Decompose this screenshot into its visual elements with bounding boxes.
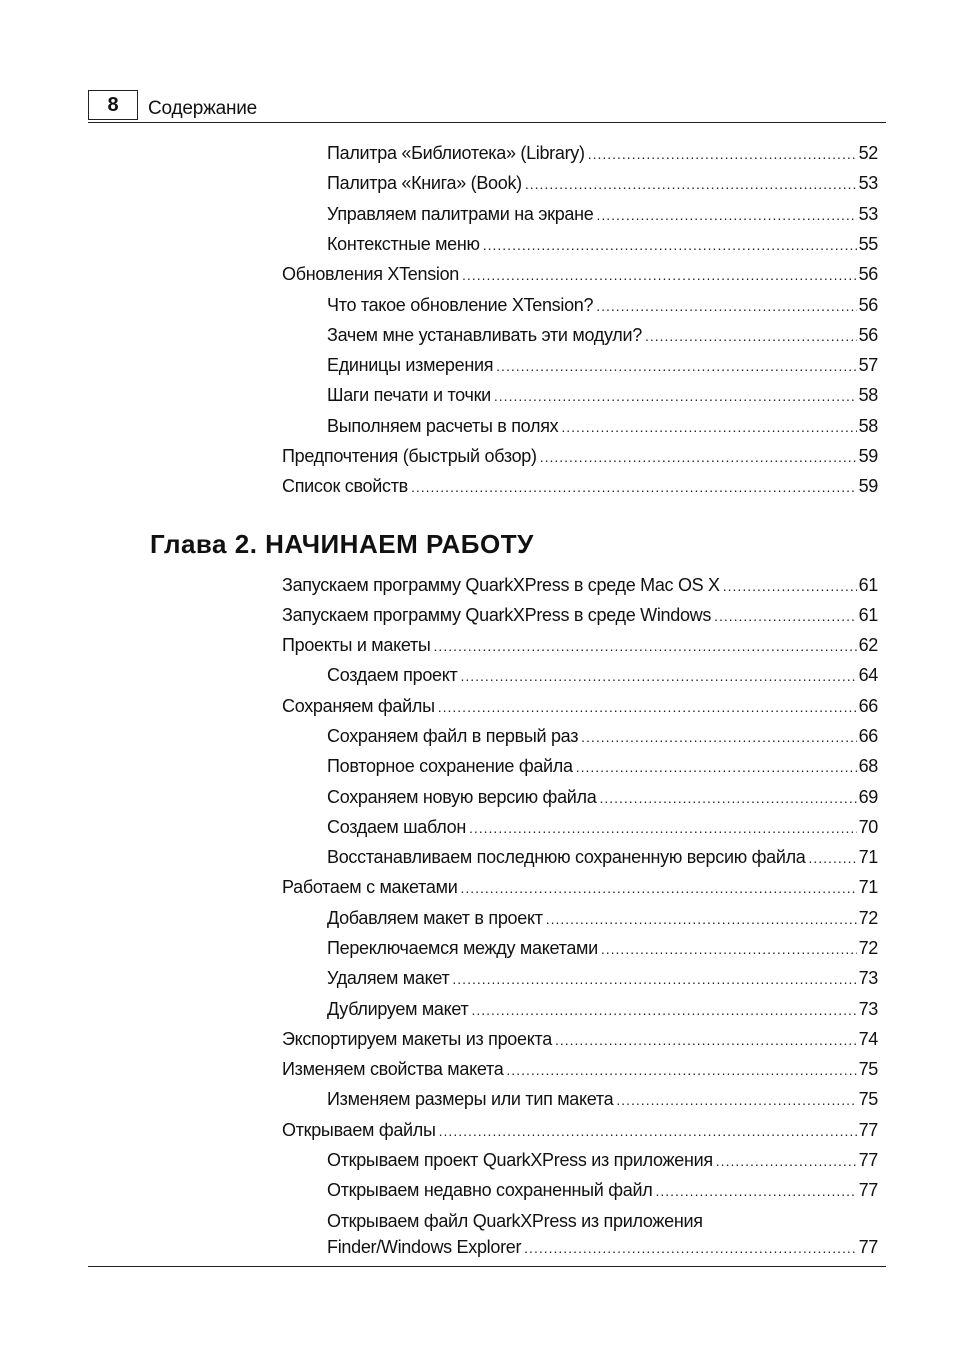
toc-entry[interactable] xyxy=(282,1059,878,1083)
leader-dots xyxy=(411,479,857,495)
toc-entry-title: Открываем файлы xyxy=(282,1120,436,1140)
leader-dots xyxy=(452,971,856,987)
toc-entry[interactable] xyxy=(327,234,878,258)
page-header xyxy=(88,90,886,123)
toc-entry-page: 53 xyxy=(858,204,878,224)
toc-entry[interactable] xyxy=(327,999,878,1023)
toc-entry-title: Сохраняем файлы xyxy=(282,696,435,716)
leader-dots xyxy=(645,328,857,344)
leader-dots xyxy=(506,1062,856,1078)
toc-entry[interactable] xyxy=(282,696,878,720)
toc-entry[interactable] xyxy=(327,295,878,319)
leader-dots xyxy=(588,146,857,162)
toc-entry[interactable] xyxy=(327,665,878,689)
toc-entry-page: 71 xyxy=(858,877,878,897)
leader-dots xyxy=(460,668,856,684)
leader-dots xyxy=(809,850,857,866)
toc-entry-title-cont: Finder/Windows Explorer xyxy=(327,1237,522,1257)
toc-entry-page: 66 xyxy=(858,726,878,746)
toc-entry[interactable] xyxy=(327,938,878,962)
toc-entry[interactable] xyxy=(282,877,878,901)
toc-entry[interactable] xyxy=(282,264,878,288)
toc-entry-page: 56 xyxy=(858,264,878,284)
leader-dots xyxy=(524,1240,856,1256)
leader-dots xyxy=(716,1153,857,1169)
toc-entry-title: Восстанавливаем последнюю сохраненную версию файла xyxy=(327,847,806,867)
leader-dots xyxy=(471,1002,856,1018)
toc-entry-page: 72 xyxy=(858,938,878,958)
toc-entry[interactable] xyxy=(327,726,878,750)
toc-entry-title: Открываем файл QuarkXPress из приложения xyxy=(327,1211,703,1231)
leader-dots xyxy=(434,638,857,654)
toc-entry-page: 61 xyxy=(858,605,878,625)
leader-dots xyxy=(596,207,856,223)
toc-entry-title: Запускаем программу QuarkXPress в среде Mac OS X xyxy=(282,575,720,595)
toc-entry[interactable] xyxy=(327,1180,878,1204)
toc-entry-title: Повторное сохранение файла xyxy=(327,756,573,776)
toc-entry-title: Переключаемся между макетами xyxy=(327,938,598,958)
toc-entry-page: 64 xyxy=(858,665,878,685)
toc-entry-page: 77 xyxy=(858,1150,878,1170)
toc-entry[interactable] xyxy=(327,817,878,841)
toc-entry-page: 53 xyxy=(858,173,878,193)
leader-dots xyxy=(460,880,856,896)
toc-entry-page: 57 xyxy=(858,355,878,375)
toc-entry-page: 61 xyxy=(858,575,878,595)
toc-entry-title: Выполняем расчеты в полях xyxy=(327,416,559,436)
toc-entry[interactable] xyxy=(282,1120,878,1144)
toc-entry[interactable] xyxy=(327,173,878,197)
toc-entry-title: Запускаем программу QuarkXPress в среде Windows xyxy=(282,605,712,625)
toc-entry-title: Изменяем свойства макета xyxy=(282,1059,504,1079)
toc-entry-page: 70 xyxy=(858,817,878,837)
toc-entry-page: 74 xyxy=(858,1029,878,1049)
toc-entry[interactable] xyxy=(327,355,878,379)
toc-entry[interactable] xyxy=(327,143,878,167)
toc-entry-title: Работаем с макетами xyxy=(282,877,458,897)
toc-entry[interactable] xyxy=(282,476,878,500)
toc-entry-continuation xyxy=(327,1237,878,1258)
leader-dots xyxy=(576,759,857,775)
leader-dots xyxy=(599,790,856,806)
toc-entry[interactable] xyxy=(327,847,878,871)
leader-dots xyxy=(596,298,856,314)
toc-entry-title: Сохраняем файл в первый раз xyxy=(327,726,579,746)
toc-entry[interactable] xyxy=(327,1211,878,1261)
toc-entry-page: 55 xyxy=(858,234,878,254)
chapter-heading[interactable]: Глава 2. НАЧИНАЕМ РАБОТУ xyxy=(150,529,534,559)
toc-entry-page: 59 xyxy=(858,446,878,466)
toc-entry-page: 75 xyxy=(858,1089,878,1109)
toc-entry[interactable] xyxy=(327,756,878,780)
toc-entry[interactable] xyxy=(282,635,878,659)
toc-entry-title: Единицы измерения xyxy=(327,355,494,375)
toc-entry-title: Предпочтения (быстрый обзор) xyxy=(282,446,537,466)
leader-dots xyxy=(616,1092,856,1108)
leader-dots xyxy=(561,419,856,435)
toc-entry-page: 58 xyxy=(858,416,878,436)
leader-dots xyxy=(525,176,857,192)
toc-entry-page: 68 xyxy=(858,756,878,776)
toc-entry[interactable] xyxy=(327,1089,878,1113)
toc-entry-title: Создаем шаблон xyxy=(327,817,466,837)
toc-entry[interactable] xyxy=(327,908,878,932)
toc-entry-title: Зачем мне устанавливать эти модули? xyxy=(327,325,642,345)
running-head: Содержание xyxy=(148,98,258,119)
leader-dots xyxy=(546,911,857,927)
toc-entry-title: Палитра «Библиотека» (Library) xyxy=(327,143,585,163)
leader-dots xyxy=(655,1183,856,1199)
toc-entry-title: Список свойств xyxy=(282,476,408,496)
leader-dots xyxy=(496,358,856,374)
footer-rule xyxy=(88,1266,886,1267)
toc-entry-title: Сохраняем новую версию файла xyxy=(327,787,597,807)
toc-entry-page: 75 xyxy=(858,1059,878,1079)
toc-entry-page: 77 xyxy=(858,1120,878,1140)
toc-entry[interactable] xyxy=(327,385,878,409)
toc-entry-page: 56 xyxy=(858,295,878,315)
toc-entry-title: Создаем проект xyxy=(327,665,458,685)
toc-entry[interactable] xyxy=(282,446,878,470)
leader-dots xyxy=(540,449,857,465)
toc-entry[interactable] xyxy=(327,416,878,440)
toc-entry-page: 72 xyxy=(858,908,878,928)
toc-entry-title: Что такое обновление XTension? xyxy=(327,295,594,315)
toc-entry-title: Открываем проект QuarkXPress из приложения xyxy=(327,1150,713,1170)
toc-entry-title: Обновления XTension xyxy=(282,264,460,284)
toc-entry-page: 69 xyxy=(858,787,878,807)
toc-entry[interactable] xyxy=(327,787,878,811)
toc-entry-page: 66 xyxy=(858,696,878,716)
page-number: 8 xyxy=(88,90,138,120)
leader-dots xyxy=(714,608,857,624)
toc-entry-title: Дублируем макет xyxy=(327,999,469,1019)
toc-entry[interactable] xyxy=(282,605,878,629)
toc-entry-title: Шаги печати и точки xyxy=(327,385,491,405)
leader-dots xyxy=(555,1032,857,1048)
toc-entry-title: Открываем недавно сохраненный файл xyxy=(327,1180,653,1200)
leader-dots xyxy=(581,729,856,745)
toc-entry[interactable] xyxy=(327,968,878,992)
leader-dots xyxy=(494,388,857,404)
toc-entry-page: 71 xyxy=(858,847,878,867)
toc-entry-title: Контекстные меню xyxy=(327,234,480,254)
toc-entry[interactable] xyxy=(327,1150,878,1174)
toc-entry-page: 77 xyxy=(858,1237,878,1257)
leader-dots xyxy=(438,699,857,715)
toc-entry-title: Удаляем макет xyxy=(327,968,450,988)
toc-entry[interactable] xyxy=(282,1029,878,1053)
toc-entry-title: Изменяем размеры или тип макета xyxy=(327,1089,614,1109)
toc-entry-title: Экспортируем макеты из проекта xyxy=(282,1029,552,1049)
toc-entry[interactable] xyxy=(282,575,878,599)
leader-dots xyxy=(469,820,857,836)
leader-dots xyxy=(439,1123,857,1139)
toc-entry-page: 73 xyxy=(858,968,878,988)
leader-dots xyxy=(483,237,857,253)
toc-entry-page: 58 xyxy=(858,385,878,405)
toc-entry-title: Управляем палитрами на экране xyxy=(327,204,594,224)
toc-entry-page: 52 xyxy=(858,143,878,163)
toc-entry-page: 62 xyxy=(858,635,878,655)
leader-dots xyxy=(462,267,857,283)
leader-dots xyxy=(723,578,857,594)
toc-entry-page: 59 xyxy=(858,476,878,496)
toc-entry[interactable] xyxy=(327,325,878,349)
toc-entry-title: Палитра «Книга» (Book) xyxy=(327,173,522,193)
toc-entry[interactable] xyxy=(327,204,878,228)
toc-entry-page: 73 xyxy=(858,999,878,1019)
toc-entry-title: Проекты и макеты xyxy=(282,635,431,655)
toc-entry-page: 77 xyxy=(858,1180,878,1200)
toc-entry-title: Добавляем макет в проект xyxy=(327,908,543,928)
toc-entry-page: 56 xyxy=(858,325,878,345)
leader-dots xyxy=(601,941,857,957)
